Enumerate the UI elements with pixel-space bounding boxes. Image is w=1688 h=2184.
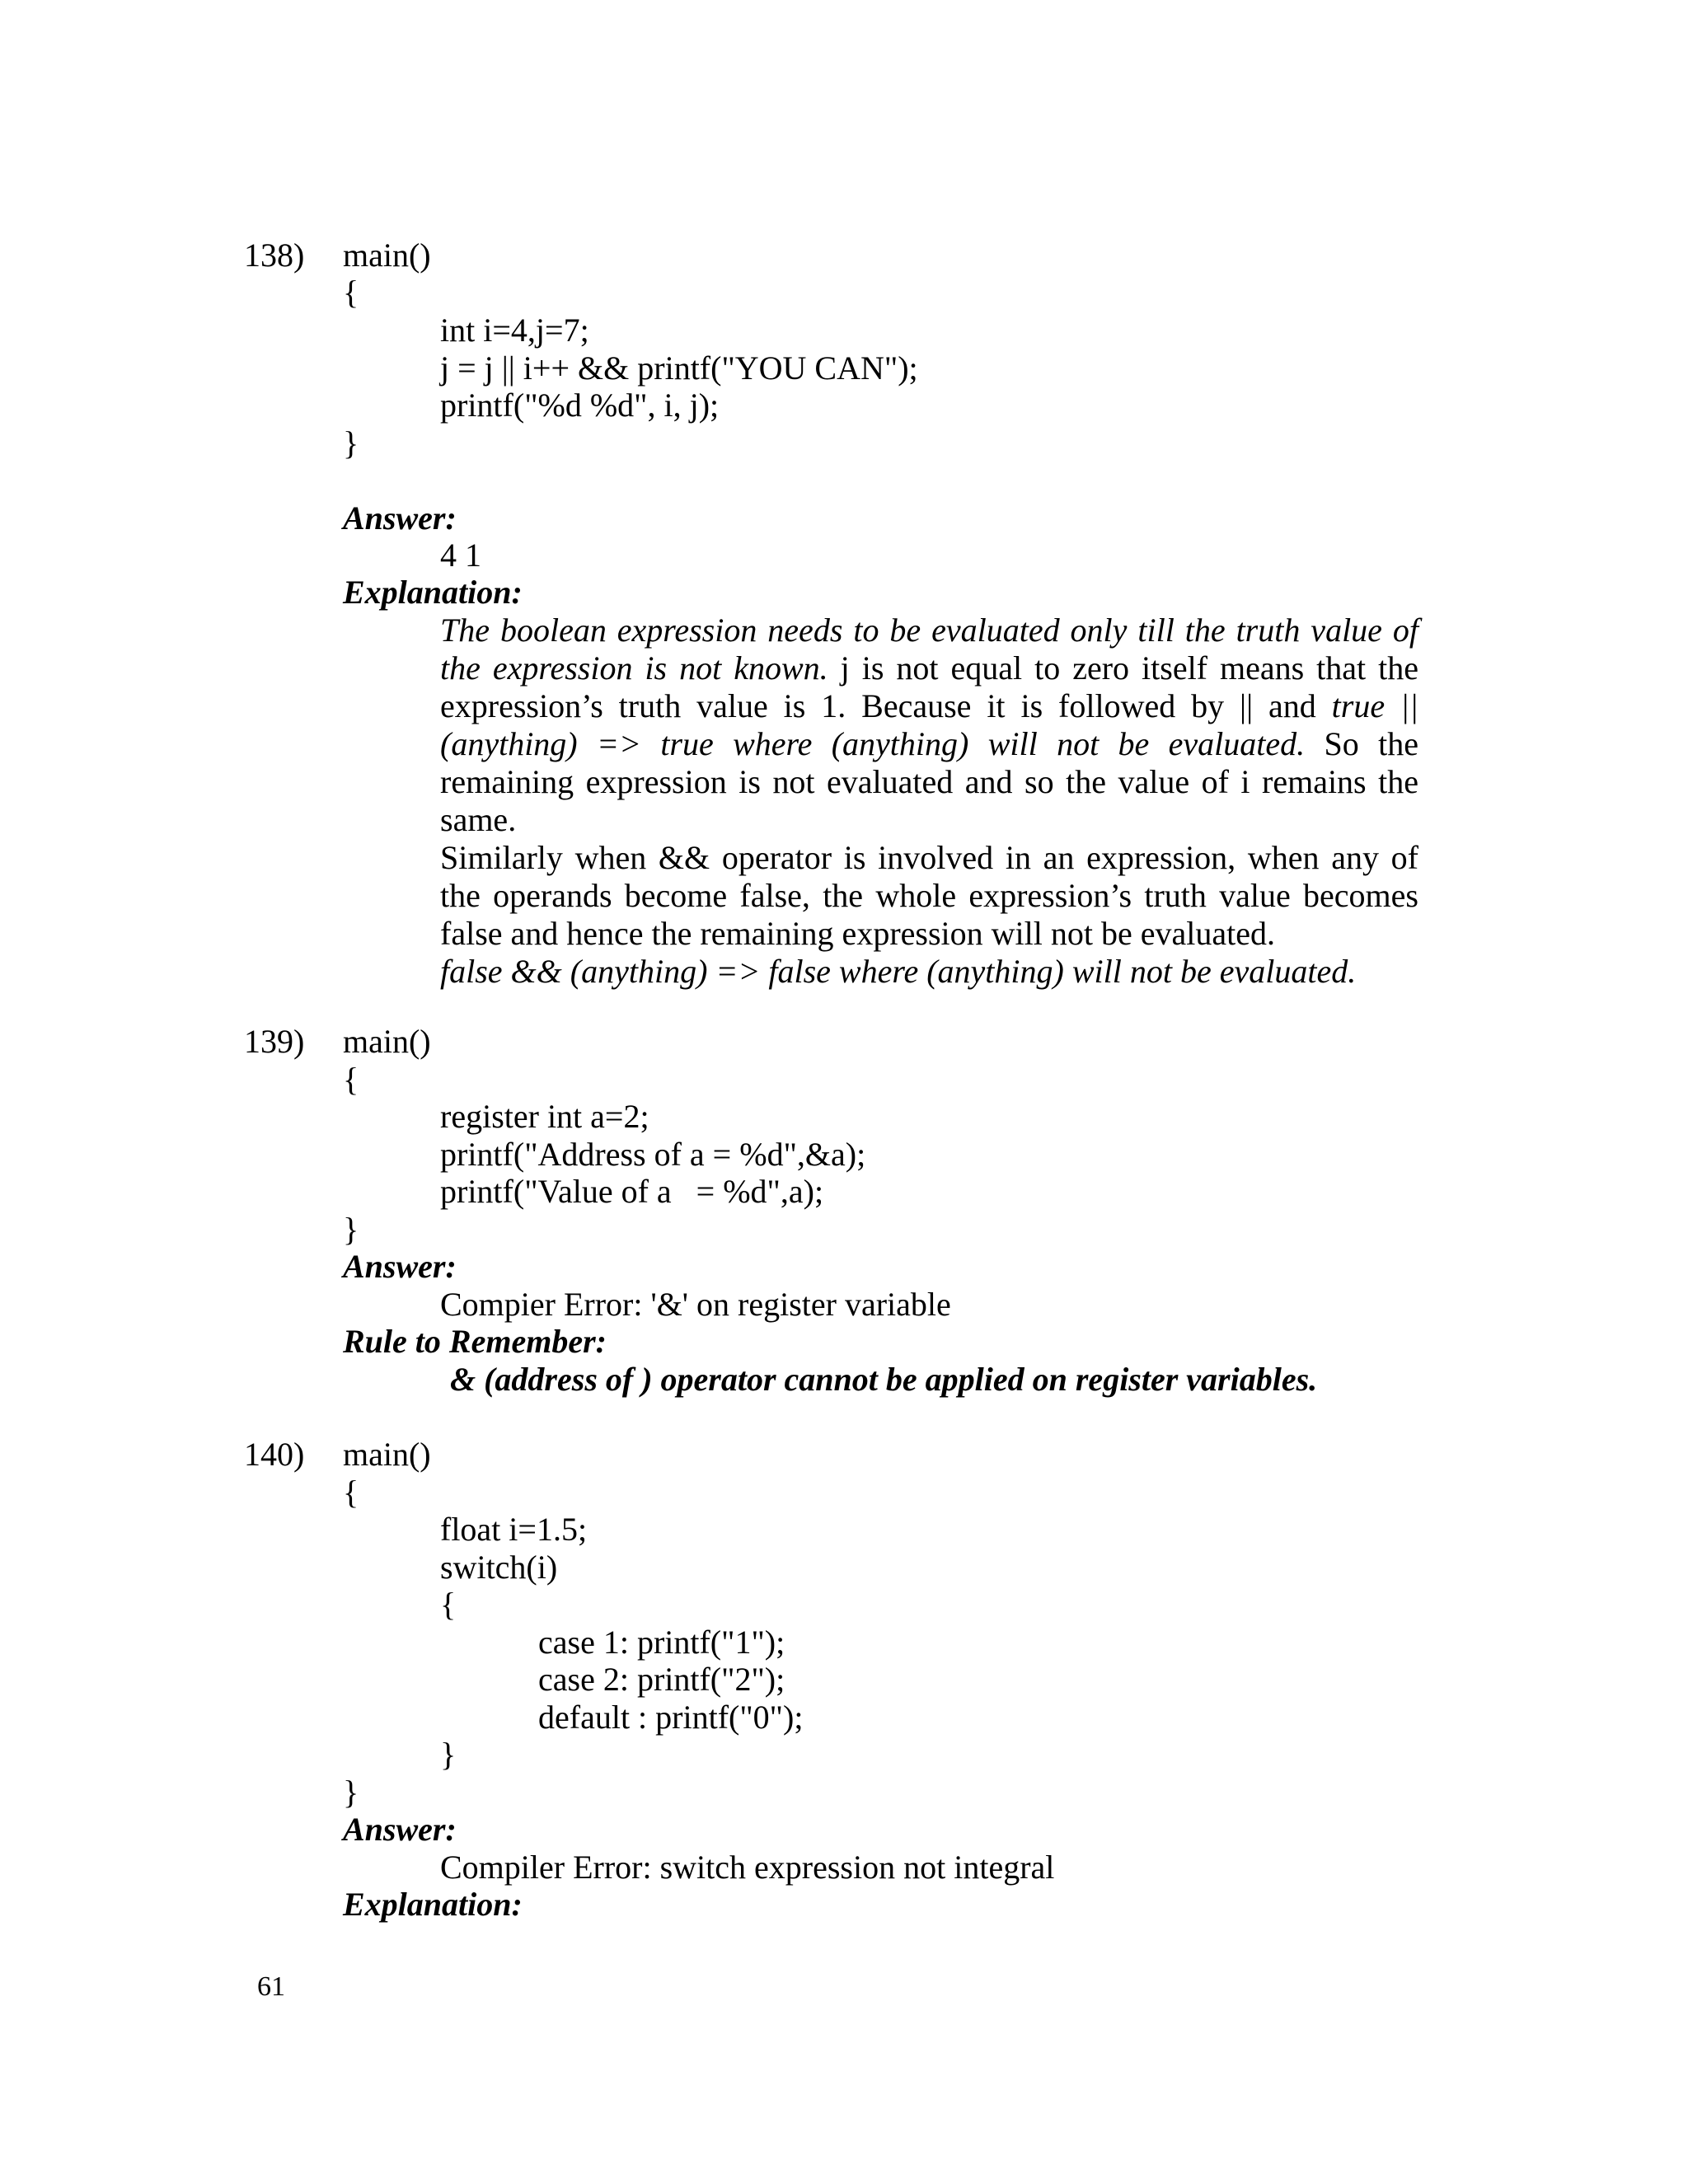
code-line: j = j || i++ && printf("YOU CAN"); [440, 349, 918, 387]
page-number: 61 [257, 1971, 285, 2002]
explanation-plain: j is not equal to zero itself means that the expression’s truth value is 1. Because it is followed by || and [440, 649, 1419, 724]
answer-label: Answer: [343, 499, 457, 537]
explanation-text [440, 612, 1418, 991]
explanation-label: Explanation: [343, 1886, 523, 1923]
answer-text: Compier Error: '&' on register variable [440, 1286, 951, 1323]
code-line: { [343, 1474, 359, 1511]
explanation-paragraph: Similarly when && operator is involved in an expression, when any of the operands become false, the whole expression’s truth value becomes false and hence the remaining expression will not be evaluated. [440, 839, 1418, 952]
answer-label: Answer: [343, 1811, 457, 1848]
explanation-italic: false && (anything) => false where (anything) will not be evaluated. [440, 953, 1357, 990]
code-line: { [343, 274, 359, 311]
answer-label: Answer: [343, 1248, 457, 1285]
code-line: int i=4,j=7; [440, 312, 589, 349]
explanation-italic: The boolean expression needs to be evaluated only till the truth value of the expression is not known. [440, 612, 1418, 687]
code-line: float i=1.5; [440, 1511, 588, 1548]
code-line: printf("%d %d", i, j); [440, 387, 720, 424]
code-line: main() [343, 1436, 431, 1473]
code-line: printf("Address of a = %d",&a); [440, 1136, 866, 1173]
answer-text: 4 1 [440, 537, 481, 574]
question-number: 138) [244, 237, 305, 274]
code-line: case 1: printf("1"); [538, 1624, 785, 1661]
answer-text: Compiler Error: switch expression not integral [440, 1849, 1055, 1886]
question-number: 140) [244, 1436, 305, 1473]
explanation-paragraph [440, 953, 1418, 991]
code-line: default : printf("0"); [538, 1699, 804, 1736]
code-line: { [343, 1061, 359, 1098]
question-number: 139) [244, 1023, 305, 1060]
explanation-label: Explanation: [343, 574, 523, 611]
code-line: main() [343, 1023, 431, 1060]
code-line: switch(i) [440, 1549, 558, 1586]
code-line: main() [343, 237, 431, 274]
explanation-paragraph [440, 612, 1418, 839]
code-line: printf("Value of a = %d",a); [440, 1173, 824, 1210]
code-line: } [343, 424, 359, 462]
code-line: } [343, 1211, 359, 1248]
rule-label: Rule to Remember: [343, 1323, 607, 1360]
explanation-italic: true || (anything) => true where (anything) will not be evaluated. [440, 687, 1418, 762]
code-line: register int a=2; [440, 1098, 649, 1135]
explanation-plain: So the remaining expression is not evaluated and so the value of i remains the same. [440, 725, 1418, 838]
rule-text: & (address of ) operator cannot be applied on register variables. [450, 1361, 1318, 1398]
code-line: } [343, 1774, 359, 1811]
code-line: } [440, 1736, 457, 1773]
code-line: case 2: printf("2"); [538, 1661, 785, 1698]
code-line: { [440, 1586, 457, 1623]
